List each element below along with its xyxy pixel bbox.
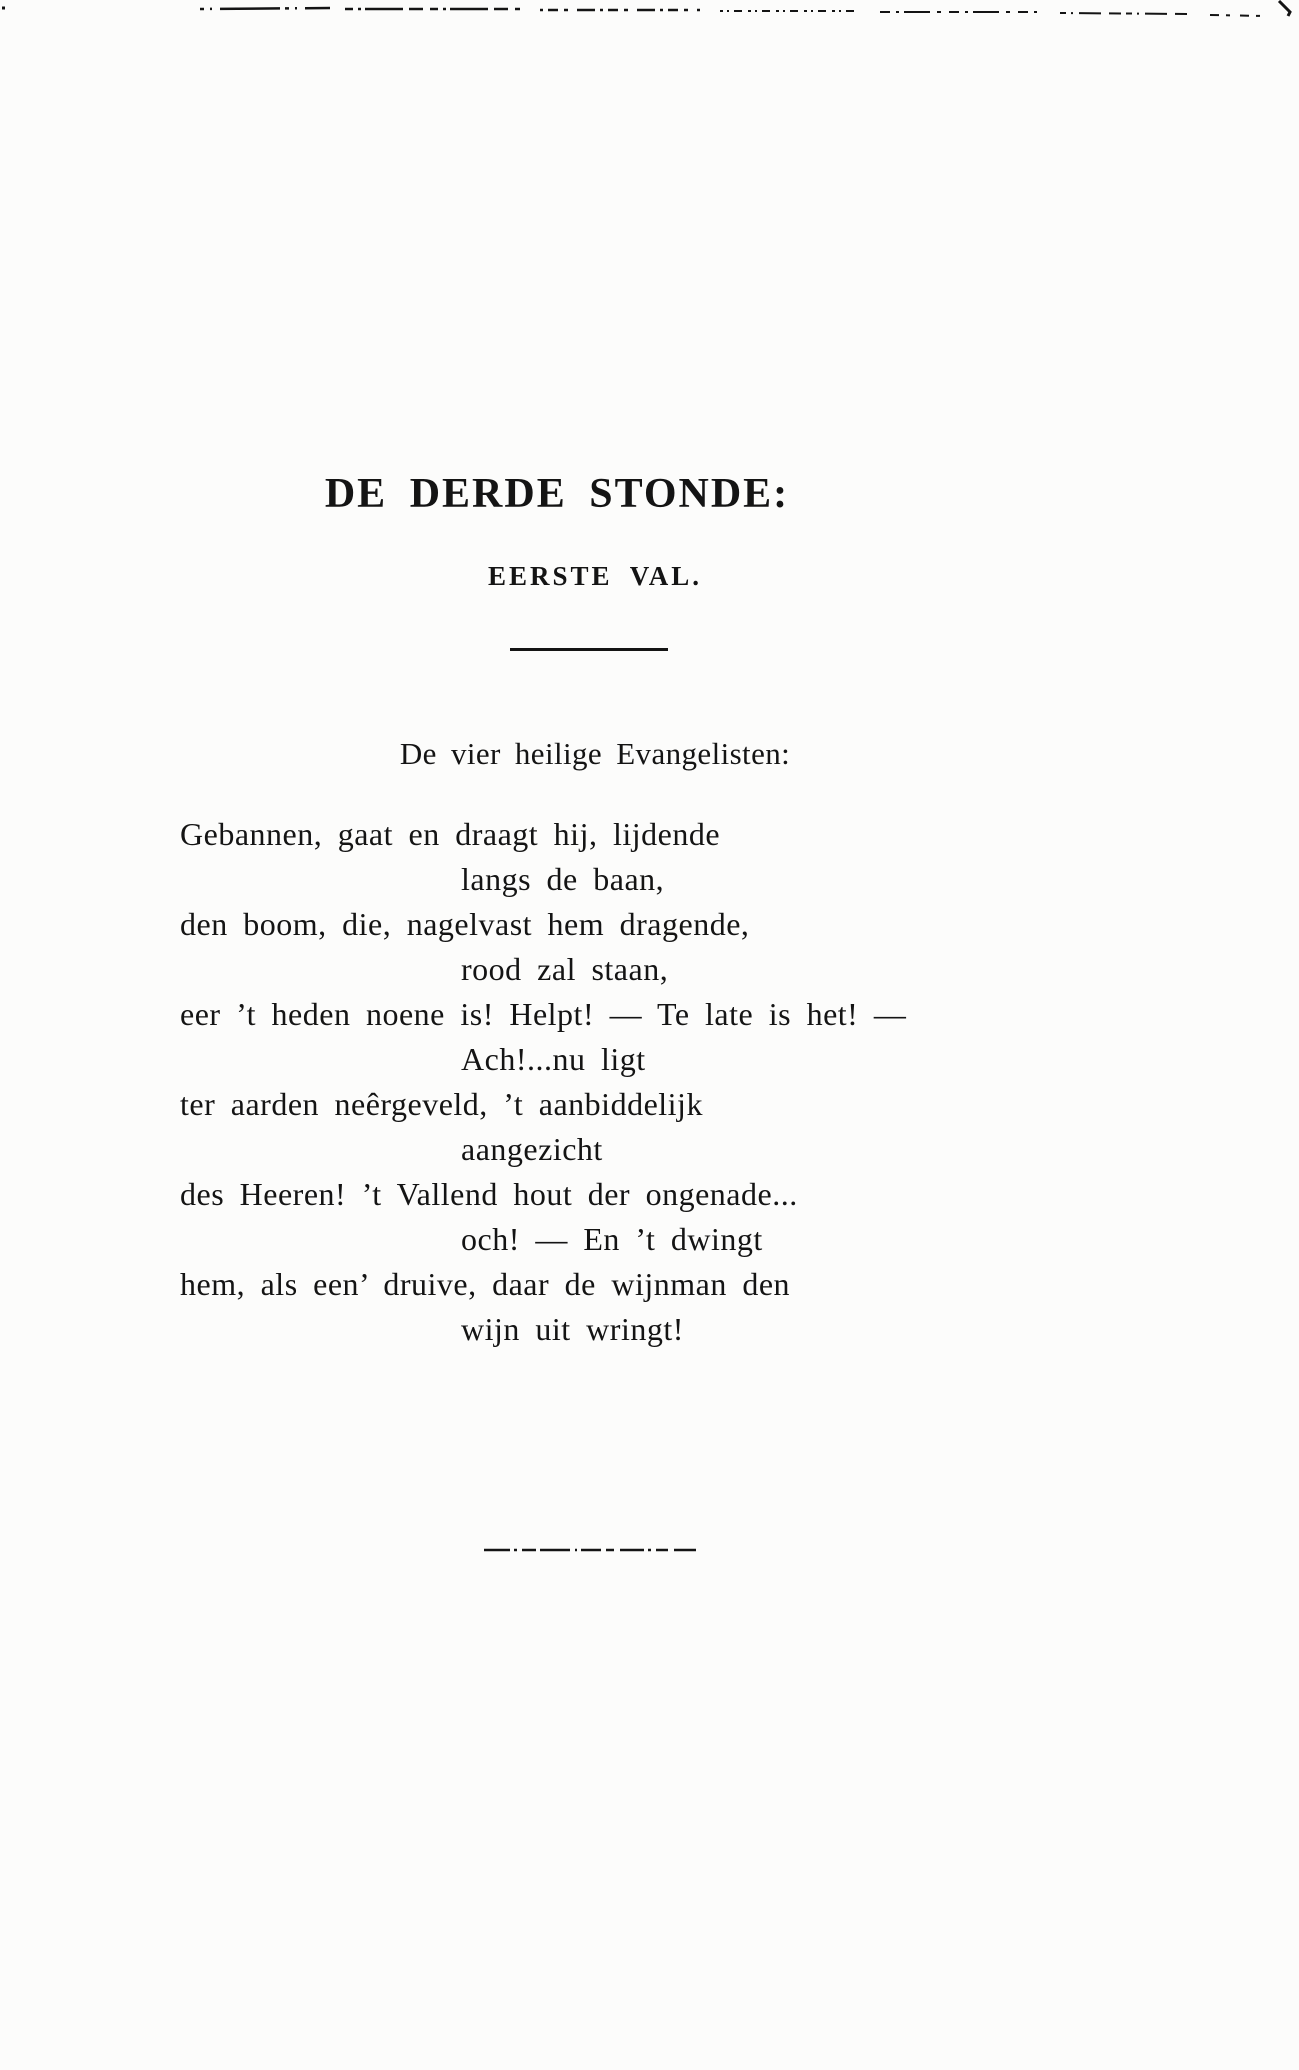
poem-line: aangezicht (461, 1131, 603, 1167)
scan-top-edge-artifacts (0, 0, 1299, 40)
poem-line: Ach!...nu ligt (461, 1041, 646, 1077)
closing-divider-rule (484, 1539, 696, 1543)
poem-line: langs de baan, (461, 861, 665, 897)
poem-line: wijn uit wringt! (461, 1311, 684, 1347)
corner-tick-mark (1279, 1, 1290, 16)
poem-line: Gebannen, gaat en draagt hij, lijdende (180, 816, 721, 852)
dedication-line: De vier heilige Evangelisten: (399, 736, 791, 771)
section-divider-rule (510, 648, 668, 651)
page-title: DE DERDE STONDE: (324, 471, 790, 517)
poem-stanza (180, 812, 1010, 1352)
poem-line: eer ’t heden noene is! Helpt! — Te late is het! — (180, 996, 907, 1032)
poem-line: rood zal staan, (461, 951, 669, 987)
poem-line: hem, als een’ druive, daar de wijnman den (180, 1266, 791, 1302)
poem-line: des Heeren! ’t Vallend hout der ongenade... (180, 1176, 798, 1212)
poem-line: ter aarden neêrgeveld, ’t aanbiddelijk (180, 1086, 703, 1122)
torn-edge-dashed-rule (0, 0, 1299, 40)
poem-line: och! — En ’t dwingt (461, 1221, 763, 1257)
page-subtitle: EERSTE VAL. (487, 561, 703, 591)
poem-line: den boom, die, nagelvast hem dragende, (180, 906, 750, 942)
